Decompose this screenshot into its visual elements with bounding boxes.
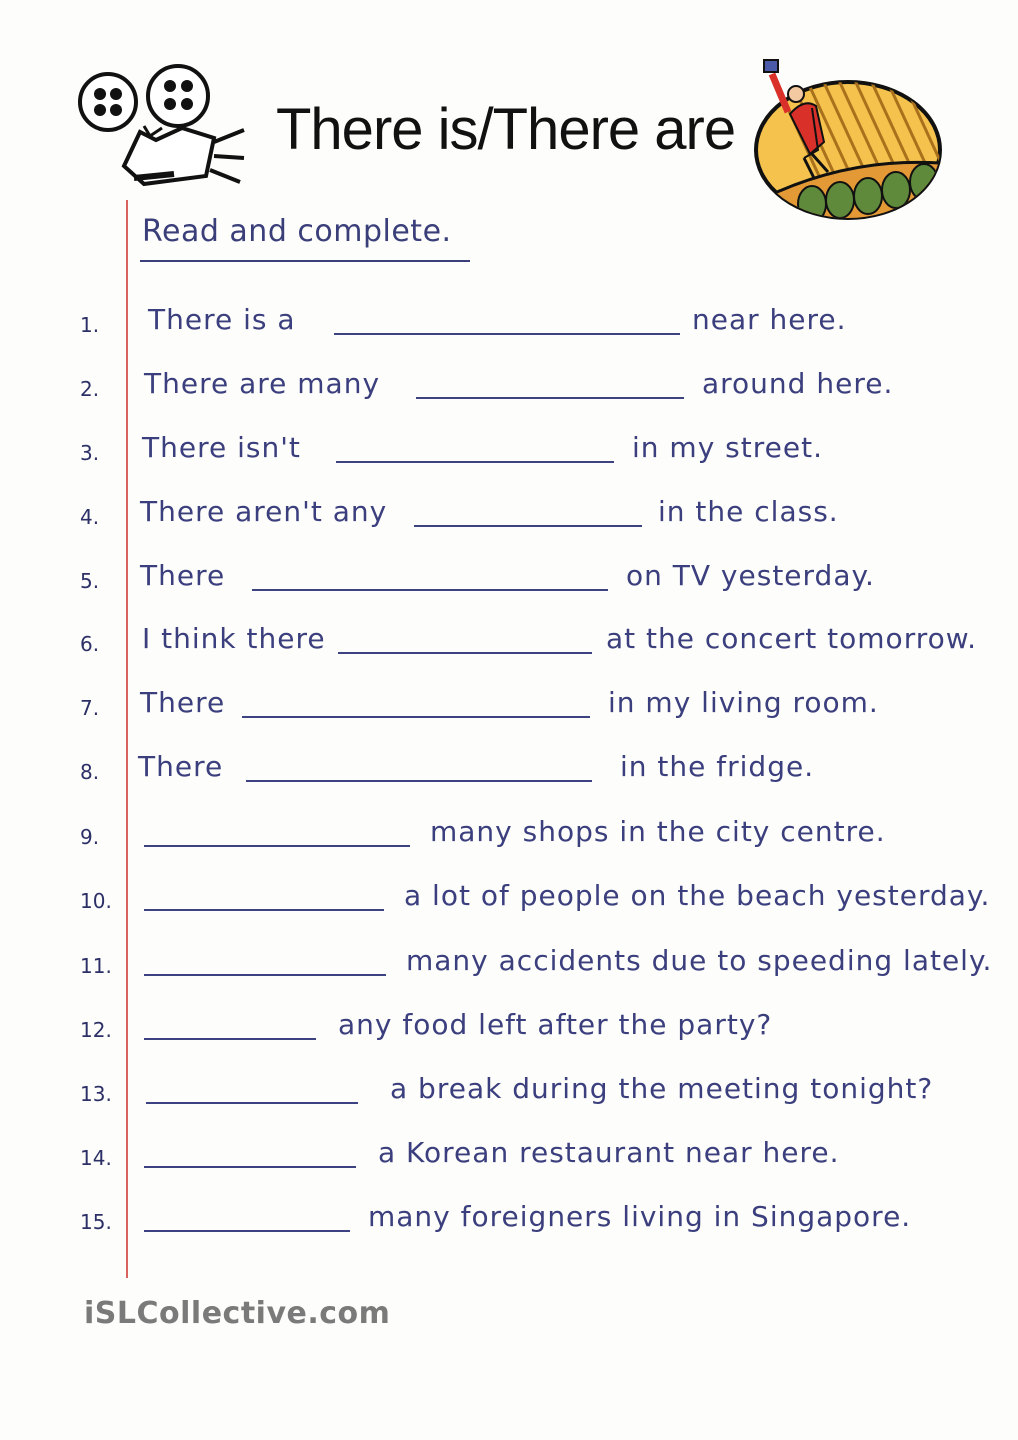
answer-blank[interactable] xyxy=(334,333,680,335)
sentence-end: many shops in the city centre. xyxy=(430,815,886,848)
sentence-end: any food left after the party? xyxy=(338,1008,773,1041)
answer-blank[interactable] xyxy=(144,1166,356,1168)
exercise-item xyxy=(0,1136,1018,1180)
exercise-item xyxy=(0,1200,1018,1244)
exercise-number: 15. xyxy=(80,1210,112,1234)
sentence-end: on TV yesterday. xyxy=(626,559,875,592)
sentence-end: a Korean restaurant near here. xyxy=(378,1136,840,1169)
site-watermark: iSLCollective.com xyxy=(84,1296,391,1331)
exercise-item xyxy=(0,750,1018,794)
exercise-item xyxy=(0,303,1018,347)
margin-line xyxy=(126,200,128,1278)
page-title: There is/There are xyxy=(276,97,736,162)
instructions-heading: Read and complete. xyxy=(142,214,452,249)
answer-blank[interactable] xyxy=(144,1230,350,1232)
answer-blank[interactable] xyxy=(242,716,590,718)
sentence-start: There aren't any xyxy=(140,495,388,528)
answer-blank[interactable] xyxy=(336,461,614,463)
exercise-number: 7. xyxy=(80,696,100,720)
sentence-end: near here. xyxy=(692,303,847,336)
exercise-number: 3. xyxy=(80,441,100,465)
exercise-item xyxy=(0,815,1018,859)
exercise-number: 2. xyxy=(80,377,100,401)
sentence-end: in my street. xyxy=(632,431,823,464)
sentence-end: in my living room. xyxy=(608,686,879,719)
exercise-item xyxy=(0,367,1018,411)
exercise-item xyxy=(0,686,1018,730)
exercise-item xyxy=(0,495,1018,539)
exercise-number: 13. xyxy=(80,1082,112,1106)
answer-blank[interactable] xyxy=(144,1038,316,1040)
exercise-item xyxy=(0,1008,1018,1052)
sentence-start: There isn't xyxy=(142,431,301,464)
exercise-item xyxy=(0,879,1018,923)
exercise-item xyxy=(0,944,1018,988)
answer-blank[interactable] xyxy=(414,525,642,527)
sentence-end: around here. xyxy=(702,367,894,400)
sentence-start: There xyxy=(140,559,226,592)
film-camera-icon xyxy=(74,62,249,190)
sentence-end: many accidents due to speeding lately. xyxy=(406,944,993,977)
sentence-end: at the concert tomorrow. xyxy=(606,622,977,655)
stage-performer-icon xyxy=(752,54,944,224)
sentence-start: There are many xyxy=(144,367,381,400)
sentence-start: There is a xyxy=(148,303,296,336)
exercise-item xyxy=(0,559,1018,603)
answer-blank[interactable] xyxy=(252,589,608,591)
answer-blank[interactable] xyxy=(246,780,592,782)
sentence-end: a break during the meeting tonight? xyxy=(390,1072,934,1105)
answer-blank[interactable] xyxy=(338,652,592,654)
instructions-underline xyxy=(140,260,470,262)
sentence-end: in the class. xyxy=(658,495,839,528)
answer-blank[interactable] xyxy=(416,397,684,399)
sentence-end: in the fridge. xyxy=(620,750,815,783)
exercise-number: 14. xyxy=(80,1146,112,1170)
exercise-item xyxy=(0,622,1018,666)
exercise-number: 4. xyxy=(80,505,100,529)
sentence-end: many foreigners living in Singapore. xyxy=(368,1200,912,1233)
exercise-number: 1. xyxy=(80,313,100,337)
exercise-item xyxy=(0,1072,1018,1116)
exercise-number: 8. xyxy=(80,760,100,784)
exercise-number: 9. xyxy=(80,825,100,849)
answer-blank[interactable] xyxy=(144,974,386,976)
exercise-item xyxy=(0,431,1018,475)
exercise-number: 6. xyxy=(80,632,100,656)
exercise-number: 10. xyxy=(80,889,112,913)
sentence-start: There xyxy=(140,686,226,719)
exercise-number: 12. xyxy=(80,1018,112,1042)
answer-blank[interactable] xyxy=(144,909,384,911)
sentence-start: There xyxy=(138,750,224,783)
exercise-number: 11. xyxy=(80,954,112,978)
answer-blank[interactable] xyxy=(146,1102,358,1104)
sentence-end: a lot of people on the beach yesterday. xyxy=(404,879,991,912)
sentence-start: I think there xyxy=(142,622,326,655)
exercise-number: 5. xyxy=(80,569,100,593)
answer-blank[interactable] xyxy=(144,845,410,847)
